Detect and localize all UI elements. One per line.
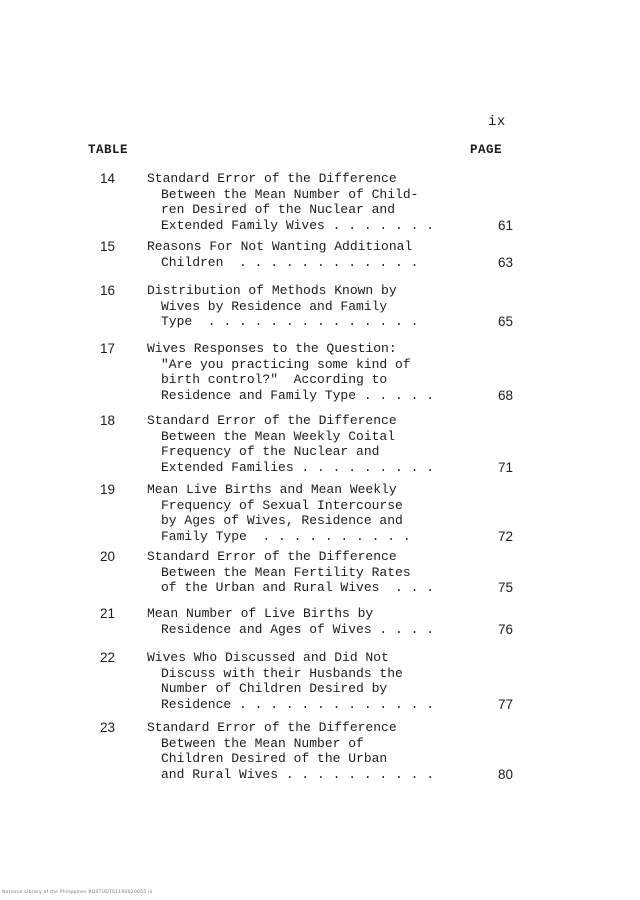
- table-number: 23: [100, 720, 116, 735]
- table-page-number: 72: [498, 528, 514, 544]
- title-line: Mean Number of Live Births by: [147, 606, 374, 621]
- table-title: [147, 413, 487, 475]
- title-line: Between the Mean Weekly Coital: [161, 428, 396, 444]
- scan-footer: National Library of the Philippines RDSTUDTS1190020055 iii: [2, 890, 153, 895]
- table-title: [147, 606, 487, 637]
- table-page-number: 65: [498, 314, 514, 330]
- title-line: Residence and Family Type . . . . .: [161, 387, 435, 403]
- table-number: 21: [100, 606, 116, 621]
- title-line: Residence . . . . . . . . . . . . .: [161, 696, 435, 712]
- table-page-number: 71: [498, 459, 514, 475]
- title-line: Type . . . . . . . . . . . . . .: [161, 314, 419, 330]
- table-title: [147, 650, 487, 712]
- table-column-header: TABLE: [88, 143, 129, 157]
- table-number: 22: [100, 650, 116, 665]
- title-line: Wives Responses to the Question:: [147, 341, 397, 356]
- title-line: Family Type . . . . . . . . . .: [161, 528, 411, 544]
- table-number: 18: [100, 413, 116, 428]
- table-page-number: 77: [498, 696, 514, 712]
- title-line: Children . . . . . . . . . . . .: [161, 254, 419, 270]
- title-line: "Are you practicing some kind of: [161, 356, 411, 372]
- title-line: Standard Error of the Difference: [147, 549, 397, 564]
- title-line: and Rural Wives . . . . . . . . . .: [161, 766, 435, 782]
- table-page-number: 61: [498, 217, 514, 233]
- title-line: Extended Families . . . . . . . . .: [161, 459, 435, 475]
- title-line: Wives Who Discussed and Did Not: [147, 650, 389, 665]
- table-number: 16: [100, 283, 116, 298]
- title-line: Between the Mean Number of: [161, 735, 364, 751]
- table-title: [147, 341, 487, 403]
- title-line: by Ages of Wives, Residence and: [161, 513, 403, 529]
- title-line: Standard Error of the Difference: [147, 171, 397, 186]
- title-line: Children Desired of the Urban: [161, 751, 388, 767]
- title-line: Mean Live Births and Mean Weekly: [147, 482, 397, 497]
- table-number: 19: [100, 482, 116, 497]
- title-line: Between the Mean Number of Child-: [161, 186, 419, 202]
- title-line: Discuss with their Husbands the: [161, 665, 403, 681]
- table-title: [147, 239, 487, 270]
- table-number: 15: [100, 239, 116, 254]
- title-line: ren Desired of the Nuclear and: [161, 202, 396, 218]
- title-line: Wives by Residence and Family: [161, 298, 388, 314]
- title-line: Between the Mean Fertility Rates: [161, 564, 411, 580]
- title-line: Frequency of Sexual Intercourse: [161, 497, 403, 513]
- title-line: Frequency of the Nuclear and: [161, 444, 380, 460]
- table-title: [147, 482, 487, 544]
- table-page-number: 80: [498, 766, 514, 782]
- title-line: Reasons For Not Wanting Additional: [147, 239, 413, 254]
- table-title: [147, 720, 487, 782]
- table-number: 14: [100, 171, 116, 186]
- table-title: [147, 283, 487, 330]
- table-number: 17: [100, 341, 116, 356]
- table-page-number: 76: [498, 621, 514, 637]
- table-page-number: 68: [498, 387, 514, 403]
- title-line: Residence and Ages of Wives . . . .: [161, 621, 435, 637]
- table-number: 20: [100, 549, 116, 564]
- table-title: [147, 171, 487, 233]
- title-line: Number of Children Desired by: [161, 681, 388, 697]
- title-line: Extended Family Wives . . . . . . .: [161, 217, 435, 233]
- table-page-number: 75: [498, 580, 514, 596]
- table-page-number: 63: [498, 254, 514, 270]
- title-line: Standard Error of the Difference: [147, 413, 397, 428]
- title-line: birth control?" According to: [161, 372, 388, 388]
- title-line: Standard Error of the Difference: [147, 720, 397, 735]
- title-line: Distribution of Methods Known by: [147, 283, 397, 298]
- page-column-header: PAGE: [470, 143, 503, 157]
- page-number: ix: [488, 114, 506, 130]
- table-title: [147, 549, 487, 596]
- title-line: of the Urban and Rural Wives . . .: [161, 580, 435, 596]
